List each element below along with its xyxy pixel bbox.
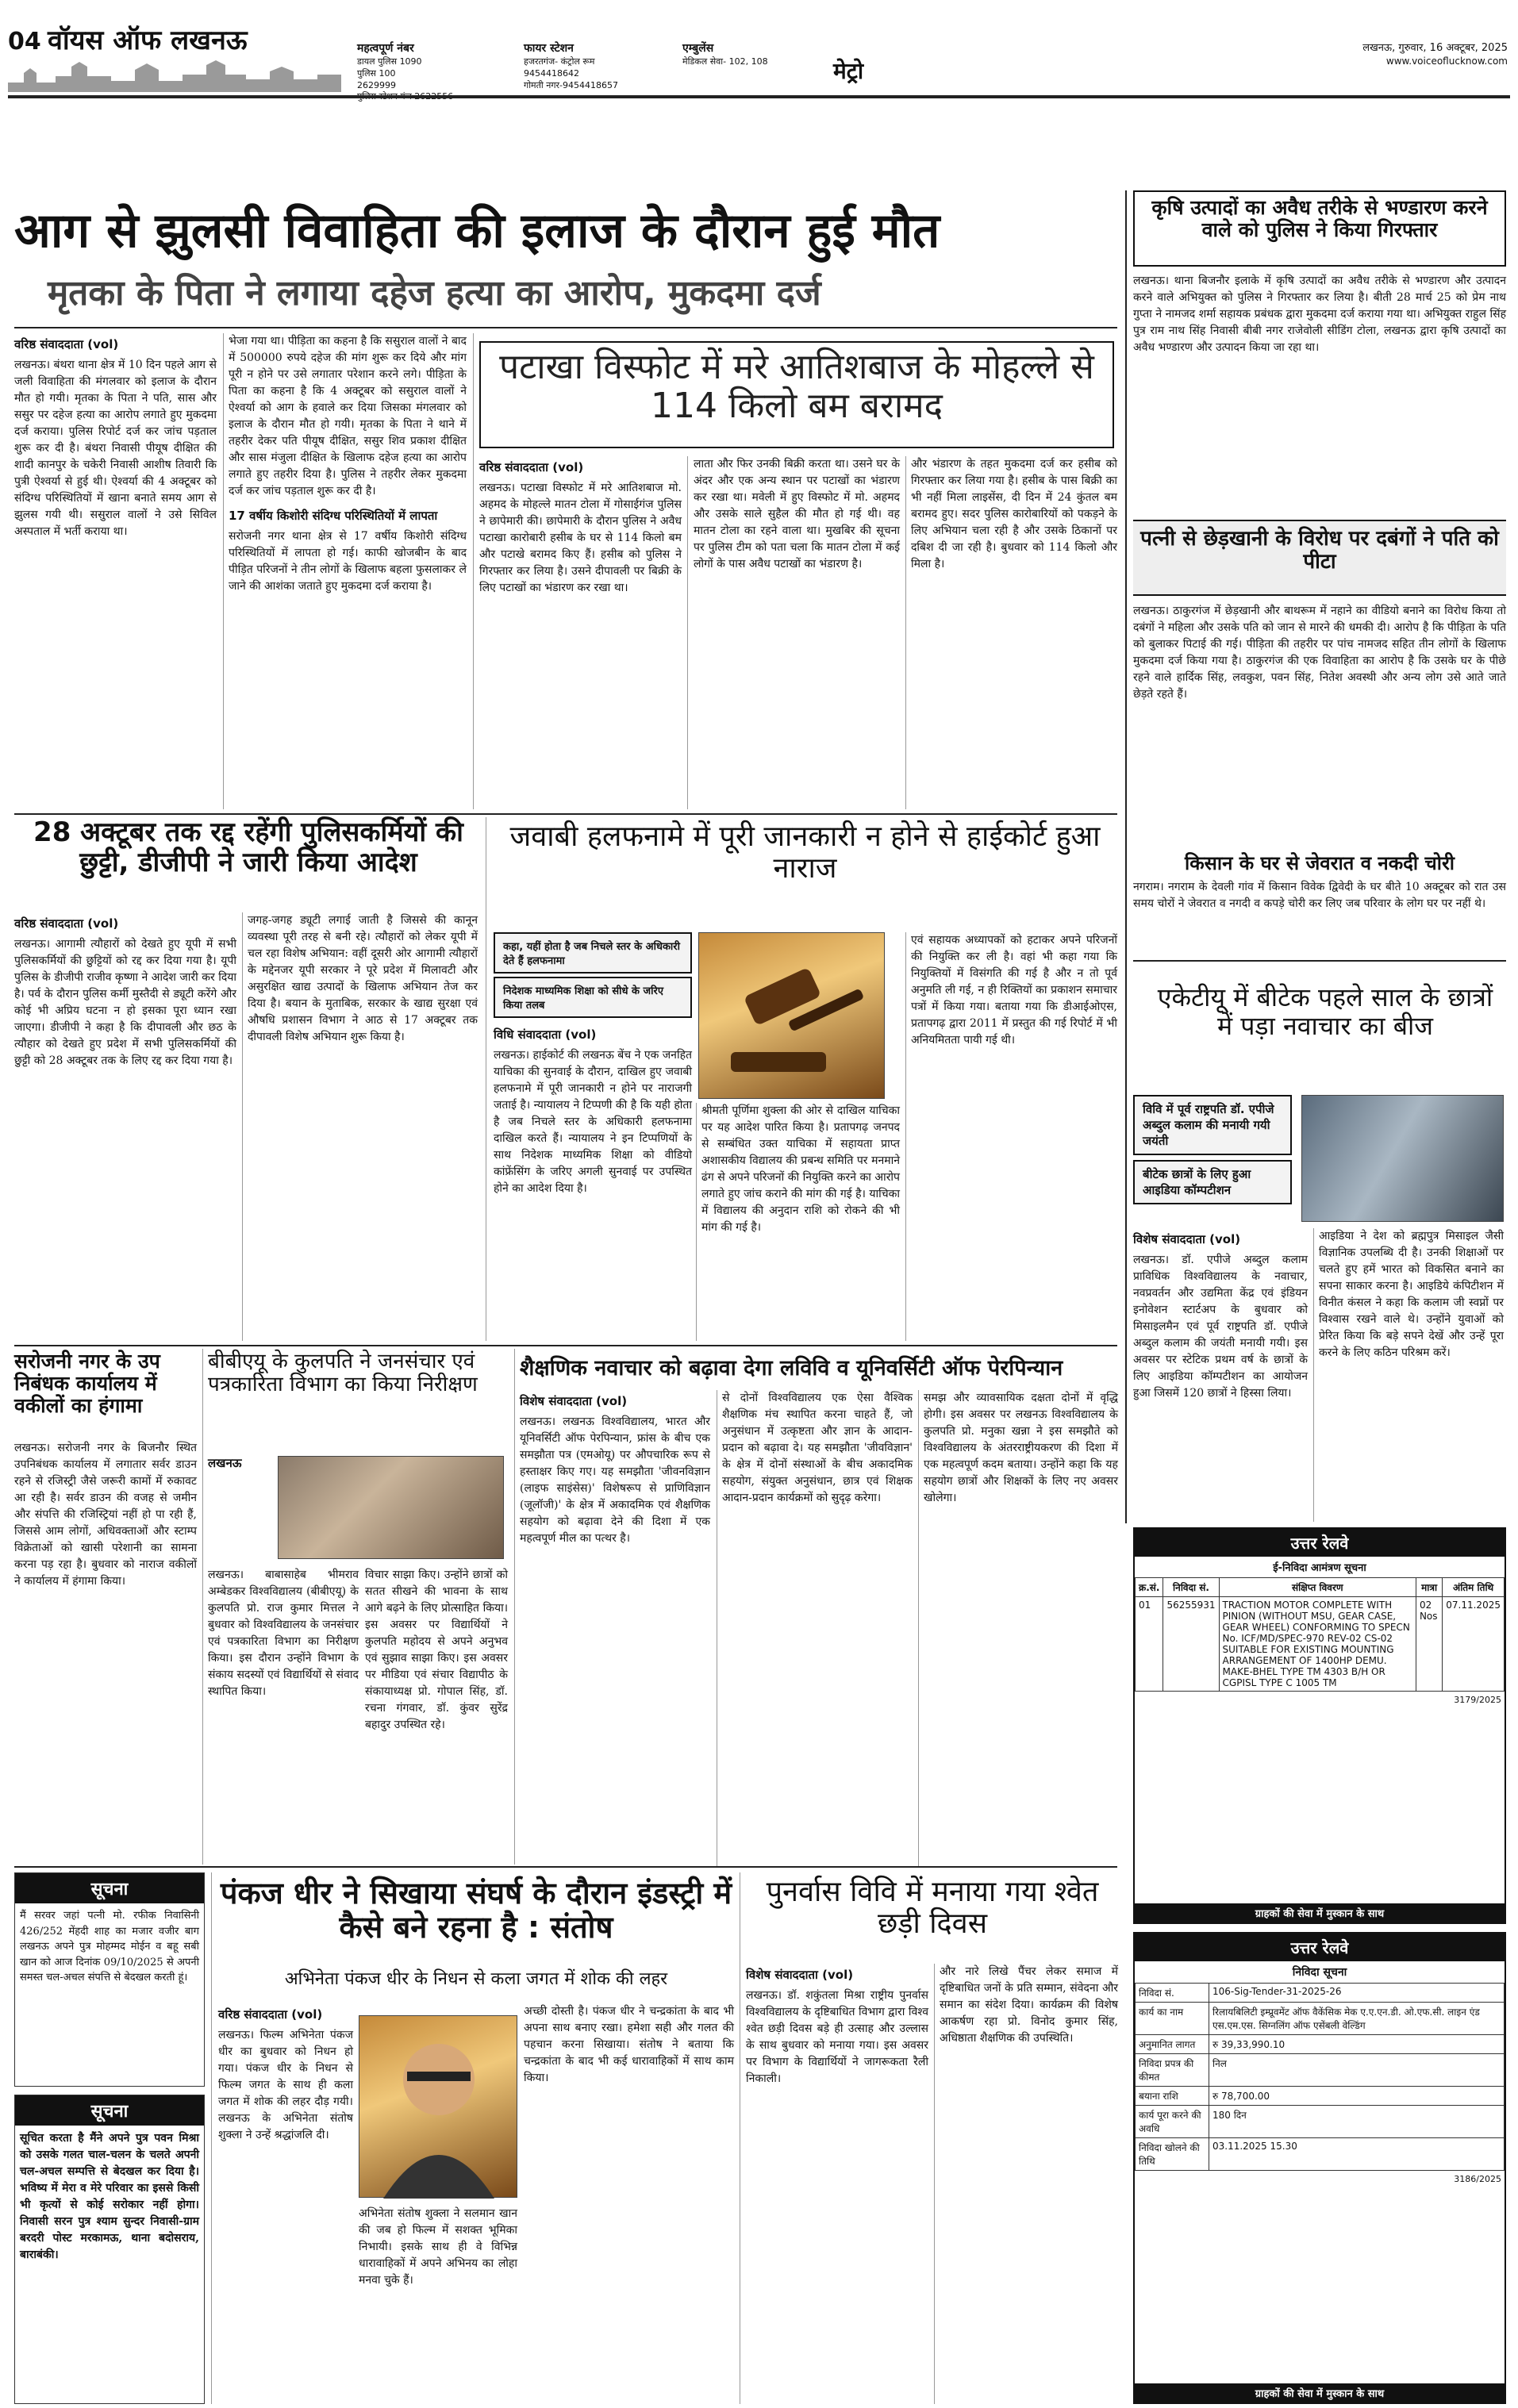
theft-body: नगराम। नगराम के देवली गांव में किसान विवेक द्विवेदी के घर बीते 10 अक्टूबर को रात उस समय चोरों ने जेवरात व नगदी व कपड़े चोरी कर लिए जब परिवार के लोग घर पर नहीं थे।	[1133, 880, 1506, 910]
highcourt-body-3: एवं सहायक अध्यापकों को हटाकर अपने परिजनों की नियुक्ति कर ली है। वहां भी कहा गया कि नियुक्तियों में विसंगति की गई है और न तो पूर्व अनुमति ली गई, न ही रिक्तियों का प्रकाशन समाचार पत्रों में किया गया। बताया गया कि डीआईओएस, प्रतापगढ़ द्वारा 2011 में प्रस्तुत की गई रिपोर्ट में भी अनियमितता पायी गई थी।	[911, 934, 1117, 1047]
lead-column-2	[229, 333, 467, 809]
highcourt-bullet-1: कहा, यहीं होता है जब निचले स्तर के अधिकारी देते हैं हलफनामा	[494, 932, 692, 974]
lu-headline: शैक्षणिक नवाचार को बढ़ावा देगा लविवि व यूनिवर्सिटी ऑफ पेरपिन्यान	[520, 1356, 1063, 1381]
number-row: पुलिस 100	[357, 67, 396, 79]
notice-1-title: सूचना	[15, 1873, 204, 1903]
bbau-body-1: लखनऊ। बाबासाहेब भीमराव अम्बेडकर विश्वविद्यालय (बीबीएयू) के कुलपति प्रो. राज कुमार मित्तल ने बुधवार को विश्वविद्यालय के जनसंचार एवं पत्रकारिता विभाग का निरीक्षण किया। इस दौरान उन्होंने विभाग के संकाय सदस्यों एवं विद्यार्थियों से संवाद स्थापित किया।	[208, 1569, 359, 1698]
tender-2	[1133, 1932, 1506, 2404]
aktu-body-1: लखनऊ। डॉ. एपीजे अब्दुल कलाम प्राविधिक विश्वविद्यालय के नवाचार, नवप्रवर्तन और उद्यमिता केंद्र एवं इंडियन इनोवेशन स्टार्टअप के बुधवार को मिसाइलमैन एवं पूर्व राष्ट्रपति डॉ. एपीजे अब्दुल कलाम की जयंती मनायी गयी। इस अवसर पर स्टेटिक प्रथम वर्ष के छात्रों के लिए आइडिया कॉम्पटीशन का आयोजन हुआ जिसमें 120 छात्रों ने हिस्सा लिया।	[1133, 1254, 1308, 1400]
police-leave-headline: 28 अक्टूबर तक रद्द रहेंगी पुलिसकर्मियों की छुट्टी, डीजीपी ने जारी किया आदेश	[33, 816, 463, 879]
lu-body-1: लखनऊ। लखनऊ विश्वविद्यालय, भारत और यूनिवर्सिटी ऑफ पेरपिन्यान, फ्रांस के बीच एक समझौता पत्र (एमओयू) पर औपचारिक रूप से हस्ताक्षर किए गए। यह समझौता 'जीवनविज्ञान (लाइफ साइंसेस)' विशेषरूप से प्राणिविज्ञान (जूलॉजी)' के क्षेत्र में अकादमिक एवं शैक्षणिक सहयोग को बढ़ावा देने की दिशा में एक महत्वपूर्ण मील का पत्थर है।	[520, 1415, 710, 1545]
highcourt-body-1: लखनऊ। हाईकोर्ट की लखनऊ बेंच ने एक जनहित याचिका की सुनवाई के दौरान, दाखिल हुए जवाबी हलफनामे में पूरी जानकारी न होने पर नाराजगी जताई है। न्यायालय ने टिप्पणी की है कि यही होता है जब निचले स्तर के अधिकारी हलफनामा दाखिल करते हैं। न्यायालय ने इन टिप्पणियों के साथ निदेशक माध्यमिक शिक्षा को वीडियो कांफ्रेंसिंग के जरिए अगली सुनवाई पर उपस्थित होने का आदेश दिया है।	[494, 1049, 692, 1195]
aktu-bullets	[1133, 1095, 1292, 1222]
cracker-headline-box	[479, 341, 1114, 448]
pankaj-column-1	[218, 2003, 353, 2404]
fire-station-numbers: फायर स्टेशन हजरतगंज- कंट्रोल रूम 9454418642 गोमती नगर-9454418657	[524, 42, 619, 90]
agri-headline-box	[1133, 190, 1506, 267]
agri-headline: कृषि उत्पादों का अवैध तरीके से भण्डारण करने वाले को पुलिस ने किया गिरफ्तार	[1151, 196, 1488, 241]
sarojini-body: लखनऊ। सरोजनी नगर के बिजनौर स्थित उपनिबंधक कार्यालय में लगातार सर्वर डाउन रहने से रजिस्ट्री जैसे जरूरी कामों में रुकावट आ रही है। सर्वर डाउन की वजह से जमीन और संपत्ति की रजिस्ट्रियां नहीं हो पा रही हैं, जिससे आम लोगों, अधिवक्ताओं और स्टाम्प विक्रेताओं को खासी परेशानी का सामना करना पड़ रहा है। बुधवार को नाराज वकीलों ने कार्यालय में हंगामा किया।	[14, 1442, 197, 1588]
pankaj-body-2: अच्छी दोस्ती है। पंकज धीर ने चन्द्रकांता के बाद भी अपना साथ बनाए रखा। हमेशा सही और गलत की पहचान करना सिखाया। संतोष ने बताया कि चन्द्रकांता के बाद भी कई धारावाहिकों में साथ काम किया।	[524, 2005, 734, 2084]
aktu-byline: विशेष संवाददाता (vol)	[1133, 1232, 1241, 1246]
important-numbers	[357, 41, 516, 94]
number-row: डायल पुलिस 1090	[357, 56, 422, 67]
aktu-headline: एकेटीयू में बीटेक पहले साल के छात्रों में पड़ा नवाचार का बीज	[1157, 982, 1493, 1041]
highcourt-body-2: श्रीमती पूर्णिमा शुक्ला की ओर से दाखिल याचिका पर यह आदेश पारित किया है। प्रतापगढ़ जनपद से सम्बंधित उक्त याचिका में सहायता प्राप्त अशासकीय विद्यालय की प्रबन्ध समिति पर मनमाने ढंग से अपने परिजनों की नियुक्ति करने का आरोप लगाते हुए जांच कराने की मांग की गई है। याचिका में विद्यालय की अनुदान राशि को रोकने की भी मांग की गई है।	[701, 1104, 900, 1234]
notice-2	[14, 2095, 205, 2404]
table-row: कार्य का नाम रिलायबिलिटी इम्प्रूवमेंट ऑफ वैकेंसिक मेक ए.ए.एन.डी. ओ.एफ.सी. लाइन एंड एस.एम.एस. सिग्नलिंग ऑफ एसेंबली वेल्डिंग	[1136, 2003, 1505, 2035]
white-cane-headline: पुनर्वास विवि में मनाया गया श्वेत छड़ी दिवस	[766, 1876, 1099, 1941]
theft-headline: किसान के घर से जेवरात व नकदी चोरी	[1185, 852, 1455, 874]
aktu-column-1	[1133, 1228, 1308, 1522]
bbau-byline: लखनऊ	[208, 1456, 242, 1470]
cracker-byline: वरिष्ठ संवाददाता (vol)	[479, 460, 584, 474]
cracker-headline: पटाखा विस्फोट में मरे आतिशबाज के मोहल्ले से 114 किलो बम बरामद	[499, 347, 1094, 427]
white-cane-body-1: लखनऊ। डॉ. शकुंतला मिश्रा राष्ट्रीय पुनर्वास विश्वविद्यालय के दृष्टिबाधित विभाग द्वारा विश्व श्वेत छड़ी दिवस बड़े ही उत्साह और उल्लास के साथ बुधवार को मनाया गया। इस अवसर पर विभाग के विद्यार्थियों ने जागरूकता रैली निकाली।	[746, 1989, 928, 2085]
table-row: अनुमानित लागत रु 39,33,990.10	[1136, 2035, 1505, 2054]
tender-1-title: ई-निविदा आमंत्रण सूचना	[1273, 1562, 1366, 1574]
website-link[interactable]: www.voiceoflucknow.com	[1385, 56, 1508, 67]
molest-story	[1133, 603, 1506, 849]
lu-byline: विशेष संवाददाता (vol)	[520, 1394, 628, 1408]
pankaj-column-2	[359, 2206, 517, 2404]
sarojini-story	[14, 1440, 197, 1865]
molest-body: लखनऊ। ठाकुरगंज में छेड़खानी और बाथरूम में नहाने का वीडियो बनाने का विरोध किया तो दबंगों ने महिला और उसके पति को जान से मारने की धमकी दी। आरोप है कि पीड़िता के पति को बुलाकर पिटाई की गई। पीड़िता की तहरीर पर पांच नामजद सहित तीन लोगों के खिलाफ मुकदमा दर्ज किया गया है। ठाकुरगंज की एक विवाहिता का आरोप है कि उसके घर के पीछे रहने वाले हार्दिक सिंह, लवकुश, पवन सिंह, नितेश अवस्थी और अन्य लोग उसे आते जाते छेड़ते रहते हैं।	[1133, 605, 1506, 701]
aktu-column-2	[1319, 1228, 1504, 1522]
lead-column-1	[14, 333, 217, 809]
skyline-image	[8, 59, 341, 92]
cracker-body-2: लाता और फिर उनकी बिक्री करता था। उसने घर के अंदर और एक अन्य स्थान पर पटाखों का भंडारण कर रखा था। मवेली में हुए विस्फोट में मो. अहमद और उसके साले सुहैल की मौत हो गई थी। वह मातन टोला का रहने वाला था। मुखबिर की सूचना पर पुलिस टीम को पता चला कि मातन टोला में कई लोगों के पास अवैध पटाखों का भंडारण है।	[694, 458, 900, 570]
bbau-headline: बीबीएयू के कुलपति ने जनसंचार एवं पत्रकारिता विभाग का किया निरीक्षण	[208, 1350, 478, 1397]
cracker-column-1	[479, 456, 682, 809]
numbers-title: महत्वपूर्ण नंबर	[357, 42, 414, 55]
lead-subhead: मृतका के पिता ने लगाया दहेज हत्या का आरोप, मुकदमा दर्ज	[48, 273, 821, 313]
section-name: मेट्रो	[833, 58, 864, 84]
aktu-bullet-1: विवि में पूर्व राष्ट्रपति डॉ. एपीजे अब्दुल कलाम की मनायी गयी जयंती	[1133, 1095, 1292, 1155]
notice-1	[14, 1872, 205, 2087]
agri-body: लखनऊ। थाना बिजनौर इलाके में कृषि उत्पादों का अवैध तरीके से भण्डारण और उत्पादन करने वाले अभियुक्त को पुलिस ने गिरफ्तार कर लिया है। बीती 28 मार्च 25 को प्रेम नाथ गुप्ता ने नामजद शर्मा सहायक प्रबंधक द्वारा मुकदमा दर्ज कराया गया था। अभियुक्त राहुल सिंह पुत्र राम नाथ सिंह निवासी बीबी नगर राजेवोली सीडिंग टोला, लखनऊ द्वारा कृषि उत्पादों का अवैध भण्डारण और उत्पादन किया जा रहा था।	[1133, 275, 1506, 354]
lu-column-3	[924, 1390, 1118, 1866]
lead-body-2b: सरोजनी नगर थाना क्षेत्र से 17 वर्षीय किशोरी संदिग्ध परिस्थितियों में लापता हो गई। काफी खोजबीन के बाद पीड़ित परिजनों ने तीन लोगों के खिलाफ बहला फुसलाकर ले जाने की आशंका जताते हुए मुकदमा दर्ज कराया है।	[229, 530, 467, 593]
pankaj-headline: पंकज धीर ने सिखाया संघर्ष के दौरान इंडस्ट्री में कैसे बने रहना है : संतोष	[220, 1876, 732, 1945]
tender-2-title: निविदा सूचना	[1292, 1966, 1347, 1979]
pankaj-body-1: लखनऊ। फिल्म अभिनेता पंकज धीर का बुधवार को निधन हो गया। पंकज धीर के निधन से फिल्म जगत के साथ ही कला जगत में शोक की लहर दौड़ गयी। लखनऊ के अभिनेता संतोष शुक्ला ने उन्हें श्रद्धांजलि दी।	[218, 2029, 353, 2141]
tender-2-code: 3186/2025	[1454, 2174, 1501, 2184]
tender-2-footer: ग्राहकों की सेवा में मुस्कान के साथ	[1135, 2383, 1505, 2402]
cracker-body-3: और भंडारण के तहत मुकदमा दर्ज कर हसीब को गिरफ्तार कर लिया गया है। हसीब के पास बिक्री का भी नहीं मिला लाइसेंस, दी दिन में 24 कुंतल बम बरामद हुए। सदर पुलिस कारोबारियों को पकड़ने के लिए अभियान चला रही है और उसके ठिकानों पर दबिश दी जा रही है। बुधवार को 114 किलो और मिला है।	[911, 458, 1117, 570]
molest-headline: पत्नी से छेड़खानी के विरोध पर दबंगों ने पति को पीटा	[1140, 527, 1499, 574]
sarojini-headline: सरोजनी नगर के उप निबंधक कार्यालय में वकीलों का हंगामा	[14, 1350, 160, 1417]
table-row: निविदा खोलने की तिथि 03.11.2025 15.30	[1136, 2138, 1505, 2171]
notice-1-body: मैं सरवर जहां पत्नी मो. रफीक निवासिनी 426/252 मेंहदी शाह का मजार वजीर बाग लखनऊ अपने पुत्र मोहम्मद मोईन व बहू सबी खान को आज दिनांक 09/10/2025 से अपनी समस्त चल-अचल संपत्ति से बेदखल करती हूं।	[20, 1910, 199, 1984]
aktu-bullet-2: बीटेक छात्रों के लिए हुआ आइडिया कॉम्पटीशन	[1133, 1160, 1292, 1204]
lead-body-1: लखनऊ। बंथरा थाना क्षेत्र में 10 दिन पहले आग से जली विवाहिता की मंगलवार को इलाज के दौरान मौत हो गयी। मृतका के पिता ने पति, सास और ससुर पर दहेज हत्या का आरोप लगाते हुए मुकदमा दर्ज कराया। पुलिस रिपोर्ट दर्ज कर जांच पड़ताल शुरू कर दी है। बंथरा निवासी पीयूष दीक्षित की शादी कानपुर के चकेरी निवासी आशीष तिवारी कि पुत्री ऐश्वर्या से हुई थी। ऐश्वर्या की 4 अक्टूबर को संदिग्ध परिस्थितियों में खाना बनाते समय आग से झुलस गयी थी। ससुराल वालों ने उसे सिविल अस्पताल में भर्ती कराया था।	[14, 359, 217, 538]
page-number: 04	[8, 28, 41, 56]
lead-byline: वरिष्ठ संवाददाता (vol)	[14, 337, 119, 351]
pankaj-column-3	[524, 2003, 734, 2404]
highcourt-column-3	[911, 932, 1117, 1341]
pankaj-subhead: अभिनेता पंकज धीर के निधन से कला जगत में शोक की लहर	[284, 1969, 668, 1989]
bbau-photo	[278, 1456, 504, 1559]
table-row: निविदा प्रपत्र की कीमत निल	[1136, 2054, 1505, 2087]
police-body-2: जगह-जगह ड्यूटी लगाई जाती है जिससे की कानून व्यवस्था पूरी तरह से बनी रहे। त्यौहारों को लेकर यूपी में चल रहा विशेष अभियान: वहीं दूसरी ओर आगामी त्यौहारों के मद्देनजर यूपी सरकार ने पूरे प्रदेश में मिलावटी और असुरक्षित खाद्य उत्पादों के खिलाफ अभियान तेज कर दिया है। बयान के मुताबिक, सरकार के खाद्य सुरक्षा एवं औषधि प्रशासन विभाग ने आठ से 17 अक्टूबर तक दीपावली विशेष अभियान शुरू किया है।	[248, 914, 478, 1043]
number-row: 2629999	[357, 79, 396, 90]
white-cane-body-2: और नारे लिखे पैंचर लेकर समाज में दृष्टिबाधित जनों के प्रति सम्मान, संवेदना और समान का संदेश दिया। कार्यक्रम की विशेष आकर्षण रहा प्रो. विनोद कुमार सिंह, अधिष्ठाता शैक्षणिक की उपस्थिति।	[940, 1965, 1118, 2045]
molest-headline-box	[1133, 520, 1506, 596]
paper-name: वॉयस ऑफ लखनऊ	[48, 25, 248, 56]
tender-1-code: 3179/2025	[1454, 1695, 1501, 1705]
ambulance-numbers: एम्बुलेंस मेडिकल सेवा- 102, 108	[682, 42, 768, 67]
agri-story	[1133, 273, 1506, 511]
aktu-body-2: आइडिया ने देश को ब्रह्मपुत्र मिसाइल जैसी विज्ञानिक उपलब्धि दी है। उनकी शिक्षाओं पर चलते हुए हमें भारत को विकसित बनाने का सपना साकार करना है। आइडिये कंपिटीशन में विनीत कंसल ने कहा कि कलाम जी स्वप्नों पर विश्वास रखने वाले थे। उन्होंने युवाओं को प्रेरित किया कि बड़े सपने देखें और उन्हें पूरा करने के लिए कठिन परिश्रम करें।	[1319, 1230, 1504, 1359]
table-row: बयाना राशि रु 78,700.00	[1136, 2087, 1505, 2106]
tender-1-footer: ग्राहकों की सेवा में मुस्कान के साथ	[1135, 1903, 1505, 1922]
lead-body-2: भेजा गया था। पीड़िता का कहना है कि ससुराल वालों ने बाद में 500000 रुपये दहेज की मांग शुरू कर दिये और मांग पूरी न होने पर उसे लगातार परेशान करने लगे। पीड़िता के पिता का कहना है कि 4 अक्टूबर को ससुराल वालों ने ऐश्वर्या को आग के हवाले कर दिया जिसका मंगलवार को इलाज के दौरान मौत हो गयी। मृतका के पिता ने थाने में तहरीर देकर पति पीयूष दीक्षित, ससुर शिव प्रकाश दीक्षित और सास मंजुला दीक्षित के खिलाफ दहेज हत्या का आरोप लगाते हुए तहरीर दिया है। पुलिस ने तहरीर लेकर मुकदमा दर्ज कर जांच पड़ताल शुरू कर दी है।	[229, 335, 467, 497]
notice-2-title: सूचना	[15, 2095, 204, 2126]
table-row: 01 56255931 TRACTION MOTOR COMPLETE WITH PINION (WITHOUT MSU, GEAR CASE, GEAR WHEEL) CONFORMING TO SPECN No. ICF/MD/SPEC-970 REV-02 CS-02 SUITABLE FOR EXISTING MOUNTING ARRANGEMENT OF 1400HP DEMU. MAKE-BHEL TYPE TM 4303 B/H OR CGPISL TYPE C 1005 TM 02 Nos 07.11.2025	[1136, 1597, 1505, 1692]
tender-1-org: उत्तर रेलवे	[1135, 1529, 1505, 1557]
table-row: कार्य पूरा करने की अवधि 180 दिन	[1136, 2106, 1505, 2138]
cracker-column-2	[694, 456, 900, 809]
pankaj-byline: वरिष्ठ संवाददाता (vol)	[218, 2007, 323, 2022]
edition-date: लखनऊ, गुरुवार, 16 अक्टूबर, 2025	[1362, 42, 1508, 54]
cracker-column-3	[911, 456, 1117, 809]
highcourt-bullets	[494, 932, 692, 1020]
white-cane-column-1	[746, 1964, 928, 2404]
table-row: निविदा सं. 106-Sig-Tender-31-2025-26	[1136, 1984, 1505, 2003]
highcourt-bullet-2: निदेशक माध्यमिक शिक्षा को सीधे के जरिए किया तलब	[494, 977, 692, 1018]
lu-column-2	[722, 1390, 913, 1866]
tender-2-table	[1135, 1983, 1505, 2171]
tender-1-table: क्र.सं. निविदा सं. संक्षिप्त विवरण मात्रा अंतिम तिथि 01 56255931 TRACTION MOTOR COMPLETE WITH PINION (WITHOUT MSU, GEAR CASE, GEAR WHEEL) CONFORMING TO SPECN No. ICF/MD/SPEC-970 REV-02 CS-02 SUITABLE FOR EXISTING MOUNTING ARRANGEMENT OF 1400HP DEMU. MAKE-BHEL TYPE TM 4303 B/H OR CGPISL TYPE C 1005 TM 02 Nos 07.11.2025	[1135, 1577, 1505, 1692]
lu-body-3: समझ और व्यावसायिक दक्षता दोनों में वृद्धि होगी। इस अवसर पर लखनऊ विश्वविद्यालय के कुलपति प्रो. मनुका खन्ना ने इस समझौते को विश्वविद्यालय के अंतरराष्ट्रीयकरण की दिशा में एक महत्वपूर्ण कदम बताया। उन्होंने कहा कि यह सहयोग छात्रों और शिक्षकों के लिए नए अवसर खोलेगा।	[924, 1392, 1118, 1504]
highcourt-column-1	[494, 1023, 692, 1341]
highcourt-column-2	[701, 1103, 900, 1341]
white-cane-column-2	[940, 1964, 1118, 2404]
masthead	[8, 24, 1510, 94]
lu-column-1	[520, 1390, 710, 1866]
tender-2-org: उत्तर रेलवे	[1135, 1934, 1505, 1961]
lead-headline-text: आग से झुलसी विवाहिता की इलाज के दौरान हुई मौत	[14, 203, 940, 259]
lu-body-2: से दोनों विश्वविद्यालय एक ऐसा वैश्विक शैक्षणिक मंच स्थापित करना चाहते हैं, जो अनुसंधान में उत्कृष्टता और ज्ञान के आदान-प्रदान को बढ़ावा दे। यह समझौता 'जीवविज्ञान' के क्षेत्र में दोनों संस्थाओं के बीच अकादमिक सहयोग, संयुक्त अनुसंधान, छात्र एवं शिक्षक आदान-प्रदान कार्यक्रमों को सुदृढ़ करेगा।	[722, 1392, 913, 1504]
police-body-1: लखनऊ। आगामी त्यौहारों को देखते हुए यूपी में सभी पुलिसकर्मियों की छुट्टियों को रद्द कर दिया गया है। यूपी पुलिस के डीजीपी राजीव कृष्णा ने आदेश जारी कर दिया है। पर्व के दौरान पुलिस कर्मी मुस्तैदी से ड्यूटी करेंगे और कोई भी अप्रिय घटना न हो इसका पूरा ध्यान रखा जाएगा। डीजीपी ने कहा है कि दीपावली और छठ के त्यौहार को देखते हुए प्रदेश में सभी पुलिसकर्मियों की छुट्टी को 28 अक्टूबर तक के लिए रद्द कर दिया गया है।	[14, 938, 236, 1067]
aktu-photo	[1301, 1095, 1504, 1222]
gavel-photo	[698, 932, 885, 1099]
tender-1	[1133, 1527, 1506, 1924]
cracker-body-1: लखनऊ। पटाखा विस्फोट में मरे आतिशबाज मो. अहमद के मोहल्ले मातन टोला में गोसाईगंज पुलिस ने छापेमारी की। छापेमारी के दौरान पुलिस ने अवैध पटाखा कारोबारी हसीब के घर से 114 किलो बम और पटाखे बरामद किए हैं। हसीब को पुलिस ने गिरफ्तार कर लिया है। उसने दीपावली पर बिक्री के लिए पटाखों का भंडारण कर रखा था।	[479, 482, 682, 594]
white-cane-byline: विशेष संवाददाता (vol)	[746, 1968, 854, 1982]
lead-subheading-2: 17 वर्षीय किशोरी संदिग्ध परिस्थितियों में लापता	[229, 509, 438, 523]
theft-story	[1133, 853, 1506, 956]
highcourt-byline: विधि संवाददाता (vol)	[494, 1027, 597, 1042]
police-byline: वरिष्ठ संवाददाता (vol)	[14, 916, 119, 931]
police-column-2	[248, 912, 478, 1341]
notice-2-body: सूचित करता है मैंने अपने पुत्र पवन मिश्रा को उसके गलत चाल-चलन के चलते अपनी चल-अचल सम्पत्ति से बेदखल कर दिया है। भविष्य में मेरा व मेरे परिवार का इससे किसी भी कृत्यों से कोई सरोकार नहीं होगा। निवासी सरन पुत्र श्याम सुन्दर निवासी-ग्राम बरदरी पोस्ट मरकामऊ, थाना बदोसराय, बाराबंकी।	[20, 2132, 199, 2261]
police-column-1	[14, 912, 236, 1341]
highcourt-headline: जवाबी हलफनामे में पूरी जानकारी न होने से हाईकोर्ट हुआ नाराज	[509, 820, 1101, 885]
pankaj-body-3: अभिनेता संतोष शुक्ला ने सलमान खान की जब हो फिल्म में सशक्त भूमिका निभायी। इसके साथ ही वे विभिन्न धारावाहिकों में अपने अभिनय का लोहा मनवा चुके हैं।	[359, 2207, 517, 2287]
bbau-column-2	[365, 1567, 508, 1865]
bbau-body-2: विचार साझा किए। उन्होंने छात्रों को सतत सीखने की भावना के साथ आगे बढ़ने के लिए प्रोत्साहित किया। इस अवसर पर विद्यार्थियों ने कुलपति महोदय से अपने अनुभव एवं सुझाव साझा किए। इस अवसर पर मीडिया एवं संचार विद्यापीठ के संकायाध्यक्ष प्रो. गोपाल सिंह, डॉ. रचना गंगवार, डॉ. कुंवर सुरेंद्र बहादुर उपस्थित रहे।	[365, 1569, 508, 1731]
pankaj-photo	[359, 2015, 517, 2198]
bbau-column-1b	[208, 1567, 359, 1865]
